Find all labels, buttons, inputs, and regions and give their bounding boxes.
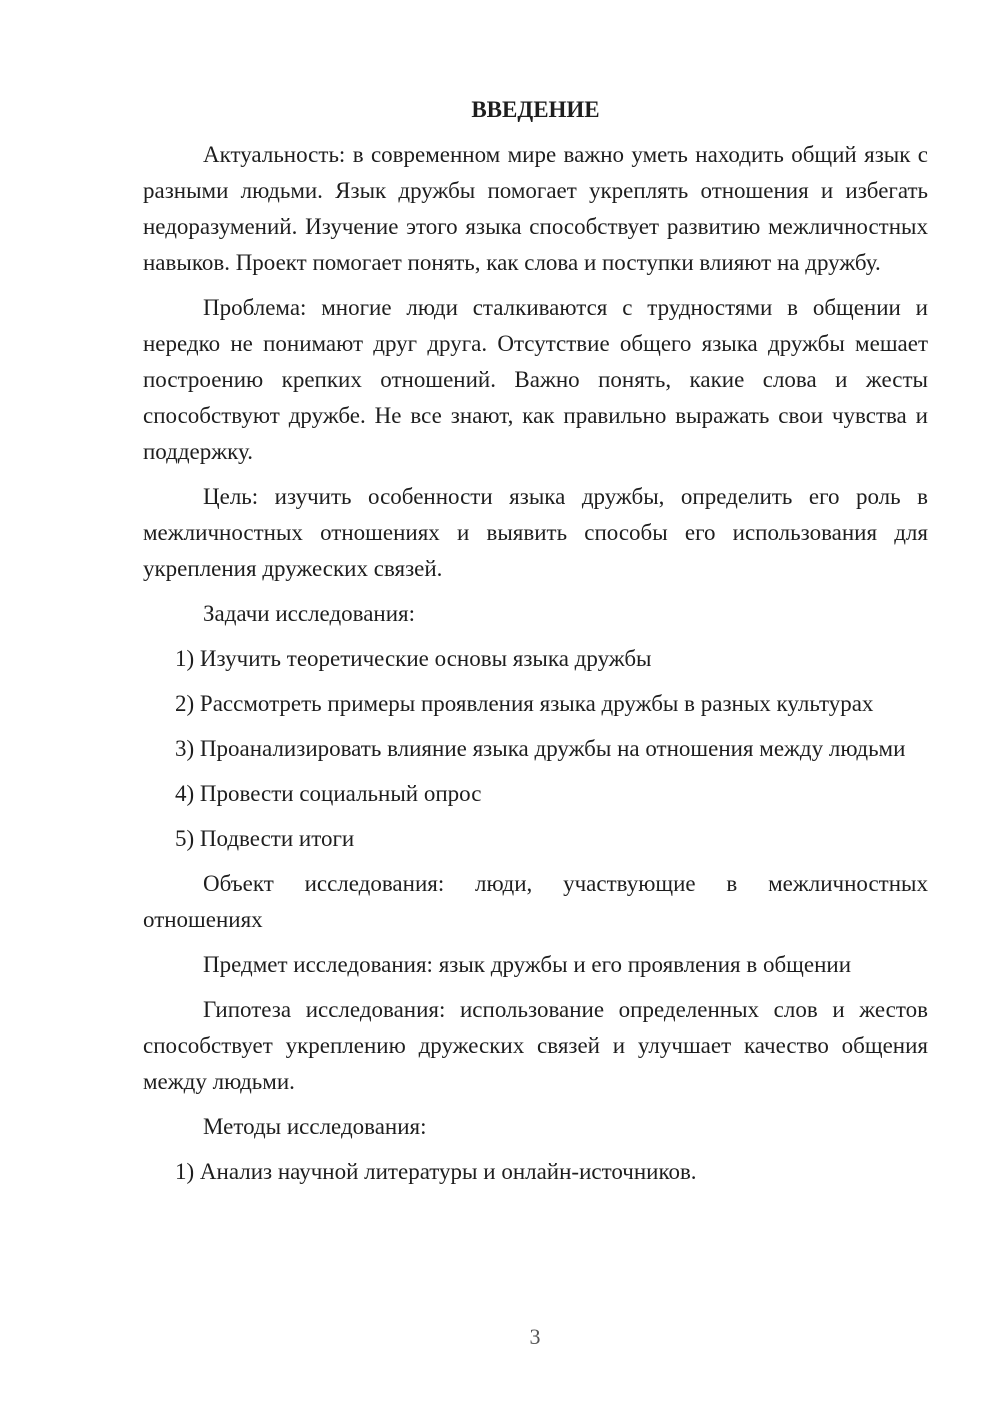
goal-paragraph: Цель: изучить особенности языка дружбы, определить его роль в межличностных отношениях и выявить способы его использования для укрепления дружеских связей. (143, 484, 928, 581)
task-item: 3) Проанализировать влияние языка дружбы на отношения между людьми (175, 736, 906, 761)
object-paragraph: Объект исследования: люди, участвующие в межличностных отношениях (143, 871, 928, 932)
page-number: 3 (529, 1324, 541, 1349)
task-item: 1) Изучить теоретические основы языка дружбы (175, 646, 652, 671)
task-item: 2) Рассмотреть примеры проявления языка дружбы в разных культурах (175, 691, 874, 716)
page-title: ВВЕДЕНИЕ (471, 97, 600, 122)
document-page (143, 95, 928, 1199)
hypothesis-paragraph: Гипотеза исследования: использование определенных слов и жестов способствует укреплению дружеских связей и улучшает качество общения между людьми. (143, 997, 928, 1094)
tasks-heading: Задачи исследования: (203, 601, 416, 626)
task-item: 4) Провести социальный опрос (175, 781, 482, 806)
task-item: 5) Подвести итоги (175, 826, 355, 851)
subject-paragraph: Предмет исследования: язык дружбы и его проявления в общении (203, 952, 851, 977)
problem-paragraph: Проблема: многие люди сталкиваются с трудностями в общении и нередко не понимают друг друга. Отсутствие общего языка дружбы мешает построению крепких отношений. Важно понять, какие слова и жесты способствуют дружбе. Не все знают, как правильно выражать свои чувства и поддержку. (143, 295, 928, 464)
method-item: 1) Анализ научной литературы и онлайн-источников. (175, 1159, 697, 1184)
methods-heading: Методы исследования: (203, 1114, 427, 1139)
relevance-paragraph: Актуальность: в современном мире важно уметь находить общий язык с разными людьми. Язык дружбы помогает укреплять отношения и избегать недоразумений. Изучение этого языка способствует развитию межличностных навыков. Проект помогает понять, как слова и поступки влияют на дружбу. (143, 142, 928, 275)
